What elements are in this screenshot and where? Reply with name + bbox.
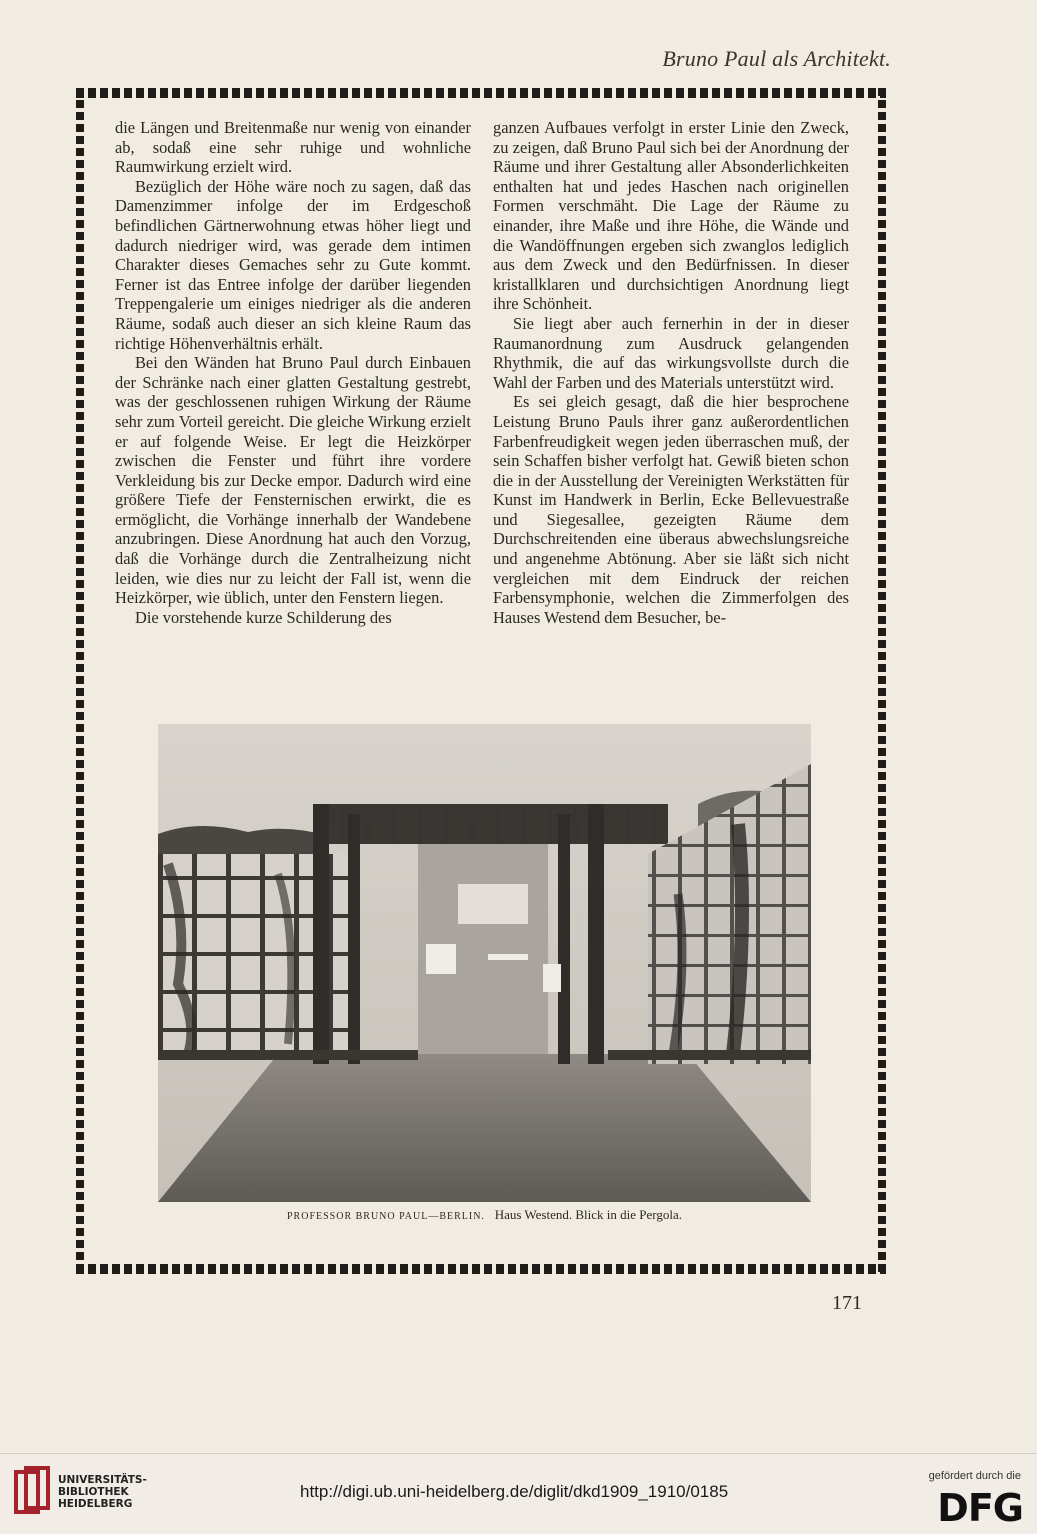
paragraph: die Längen und Breitenmaße nur wenig von einander ab, sodaß eine sehr ruhige und wohnliche Raumwirkung erzielt wird. (115, 118, 471, 177)
paragraph: ganzen Aufbaues verfolgt in erster Linie den Zweck, zu zeigen, daß Bruno Paul sich bei der Anordnung der Räume und ihrer Gestaltung aller Absonderlichkeiten enthalten hat und jedes Haschen nach originellen Formen verschmäht. Die Lage der Räume zu einander, ihre Maße und ihre Höhe, die Wände und die Wandöffnungen ergeben sich zwanglos lediglich aus dem Zweck und den Bedürfnissen. In dieser kristallklaren und durchsichtigen Anordnung liegt ihre Schönheit. (493, 118, 849, 314)
running-head: Bruno Paul als Architekt. (662, 46, 891, 71)
border-top (76, 88, 886, 98)
photo-caption (158, 1207, 811, 1223)
pergola-photograph (158, 724, 811, 1202)
border-right (878, 88, 886, 1274)
library-logo-icon (14, 1466, 50, 1518)
paragraph: Bezüglich der Höhe wäre noch zu sagen, daß das Damenzimmer infolge der im Erdgeschoß befindlichen Gärtnerwohnung etwas höher liegt und dadurch niedriger wird, was gerade dem intimen Charakter dieses Gemaches sehr zu Gute kommt. Ferner ist das Entree infolge der darüber liegenden Treppengalerie um einiges niedriger als die anderen Räume, sodaß auch dieser an sich kleine Raum das richtige Höhenverhältnis erhält. (115, 176, 471, 353)
dfg-logo: DFG (937, 1486, 1023, 1530)
pergola-image (158, 724, 811, 1202)
funding-note: gefördert durch die (928, 1470, 1021, 1482)
paragraph: Es sei gleich gesagt, daß die hier besprochene Leistung Bruno Pauls ihrer ganz außerordentlichen Farbenfreudigkeit wegen jeden überraschen muß, der sein Schaffen bisher verfolgt hat. Gewiß bieten schon die in der Ausstellung der Vereinigten Werkstätten für Kunst im Handwerk in Berlin, Ecke Bellevuestraße und Siegesallee, gezeigten Räume dem Durchschreitenden eine überaus abwechslungsreiche und angenehme Abtönung. Aber sie läßt sich nicht vergleichen mit dem Eindruck der reichen Farbensymphonie, welchen die Zimmerfolgen des Hauses Westend dem Besucher, be- (493, 392, 849, 627)
caption-text: Haus Westend. Blick in die Pergola. (494, 1207, 682, 1222)
paragraph: Bei den Wänden hat Bruno Paul durch Einbauen der Schränke nach einer glatten Gestaltung gestrebt, was der geschlossenen ruhigen Wirkung der Räume sehr zum Vorteil gereicht. Die gleiche Wirkung erzielt er auf folgende Weise. Er legt die Heizkörper zwischen die Fenster und führt ihre vordere Verkleidung bis zur Decke empor. Dadurch wird eine größere Tiefe der Fensternischen erwirkt, die es ermöglicht, die Vorhänge innerhalb der Wandebene anzubringen. Diese Anordnung hat auch den Vorzug, daß die Vorhänge durch die Zentralheizung nicht leiden, wie dies nur zu leicht der Fall ist, wenn die Heizkörper, wie üblich, unter den Fenstern liegen. (115, 353, 471, 608)
page-number: 171 (832, 1292, 862, 1314)
text-column-left (115, 118, 471, 627)
paragraph: Die vorstehende kurze Schilderung des (135, 607, 392, 627)
digitization-footer (0, 1453, 1037, 1534)
permalink-url[interactable]: http://digi.ub.uni-heidelberg.de/diglit/dkd1909_1910/0185 (300, 1482, 729, 1501)
caption-credit: PROFESSOR BRUNO PAUL—BERLIN. (286, 1211, 485, 1222)
border-bottom (76, 1264, 886, 1274)
paragraph: Sie liegt aber auch fernerhin in der in dieser Raumanordnung zum Ausdruck gelangenden Rhythmik, die auf das wirkungsvollste durch die Wahl der Farben und des Materials unterstützt wird. (493, 313, 849, 392)
text-column-right (493, 118, 849, 627)
library-name: UNIVERSITÄTS- BIBLIOTHEK HEIDELBERG (58, 1474, 147, 1510)
border-left (76, 88, 84, 1274)
